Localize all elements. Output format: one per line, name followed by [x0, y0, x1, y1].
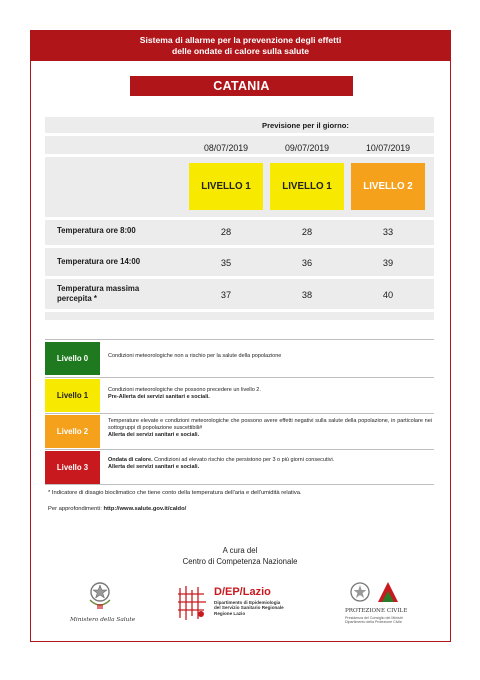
legend-divider	[45, 377, 434, 378]
legend-level-1: Livello 1	[45, 379, 100, 412]
dep-lazio-logo	[176, 584, 306, 624]
legend-divider	[45, 413, 434, 414]
legend-heatwave: Ondata di calore.	[108, 457, 153, 463]
forecast-date: 09/07/2019	[284, 143, 330, 153]
ministero-logo	[70, 580, 136, 635]
credits-line1: A cura del	[222, 546, 258, 555]
temp-value: 28	[220, 227, 232, 237]
more-info	[48, 506, 186, 512]
dep-line3: Regione Lazio	[214, 610, 246, 616]
legend-level-3: Livello 3	[45, 451, 100, 484]
temp-value: 37	[220, 290, 232, 300]
row-label-temp-8: Temperatura ore 8:00	[57, 226, 136, 235]
legend-alert: Allerta dei servizi sanitari e sociali.	[108, 464, 200, 471]
pc-caption	[345, 616, 403, 625]
level-badge: LIVELLO 2	[351, 163, 425, 210]
temp-value: 40	[382, 290, 394, 300]
row-label-tmax	[57, 284, 139, 303]
ministero-caption: Ministero della Salute	[70, 617, 136, 623]
row-label-tmax-line2: percepita *	[57, 293, 97, 303]
temp-value: 28	[301, 227, 313, 237]
legend-text-level-0	[108, 353, 432, 360]
header-banner	[30, 30, 451, 61]
header-title-line1: Sistema di allarme per la prevenzione degli effetti	[139, 35, 342, 45]
dep-line1: Dipartimento di Epidemiologia	[214, 600, 281, 605]
credits-line2: Centro di Competenza Nazionale	[182, 557, 298, 566]
legend-desc: Condizioni meteorologiche non a rischio per la salute della popolazione	[108, 353, 282, 359]
city-title: CATANIA	[130, 76, 353, 96]
forecast-date: 08/07/2019	[203, 143, 249, 153]
protezione-civile-icon	[348, 580, 400, 606]
legend-desc: Temperature elevate e condizioni meteorologiche che possono avere effetti negativi sulla salute della popolazione, in particolare nei sottogruppi di popolazione suscettibili#	[108, 418, 432, 432]
temp-value: 36	[301, 258, 313, 268]
row-label-tmax-line1: Temperatura massima	[57, 284, 140, 293]
legend-divider	[45, 484, 434, 485]
footnote: * Indicatore di disagio bioclimatico che tiene conto della temperatura dell'aria e dell'umidità relativa.	[48, 490, 302, 496]
legend-text-level-1	[108, 387, 432, 401]
temp-value: 39	[382, 258, 394, 268]
legend-desc: Condizioni ad elevato rischio che persistono per 3 o più giorni consecutivi.	[154, 457, 335, 463]
pc-line1: Presidenza del Consiglio dei Ministri	[345, 616, 403, 620]
dep-line2: del Servizio Sanitario Regionale	[214, 605, 284, 611]
pc-line2: Dipartimento della Protezione Civile	[345, 620, 402, 625]
forecast-date: 10/07/2019	[365, 143, 411, 153]
legend-desc: Condizioni meteorologiche che possono precedere un livello 2.	[108, 387, 261, 393]
legend-alert: Pre-Allerta dei servizi sanitari e sociali.	[108, 394, 210, 401]
header-title-line2: delle ondate di calore sulla salute	[171, 46, 310, 56]
temp-value: 33	[382, 227, 394, 237]
legend-level-2: Livello 2	[45, 415, 100, 448]
dep-caption	[214, 600, 284, 616]
more-info-label: Per approfondimenti:	[48, 506, 102, 512]
level-badge: LIVELLO 1	[189, 163, 263, 210]
legend-alert: Allerta dei servizi sanitari e sociali.	[108, 432, 200, 439]
legend-divider	[45, 449, 434, 450]
protezione-civile-logo	[345, 580, 415, 630]
forecast-title: Previsione per il giorno:	[262, 121, 349, 130]
emblem-icon	[86, 580, 114, 612]
dep-mark-icon	[176, 584, 208, 622]
legend-level-0: Livello 0	[45, 342, 100, 375]
legend-divider	[45, 339, 434, 340]
pc-name: PROTEZIONE CIVILE	[345, 608, 408, 614]
temp-value: 35	[220, 258, 232, 268]
level-badge: LIVELLO 1	[270, 163, 344, 210]
more-info-link[interactable]: http://www.salute.gov.it/caldo/	[103, 506, 187, 512]
legend-text-level-3	[108, 457, 432, 471]
row-label-temp-14: Temperatura ore 14:00	[57, 257, 141, 266]
legend-text-level-2	[108, 418, 432, 440]
dep-name: D/EP/Lazio	[214, 586, 271, 598]
temp-value: 38	[301, 290, 313, 300]
